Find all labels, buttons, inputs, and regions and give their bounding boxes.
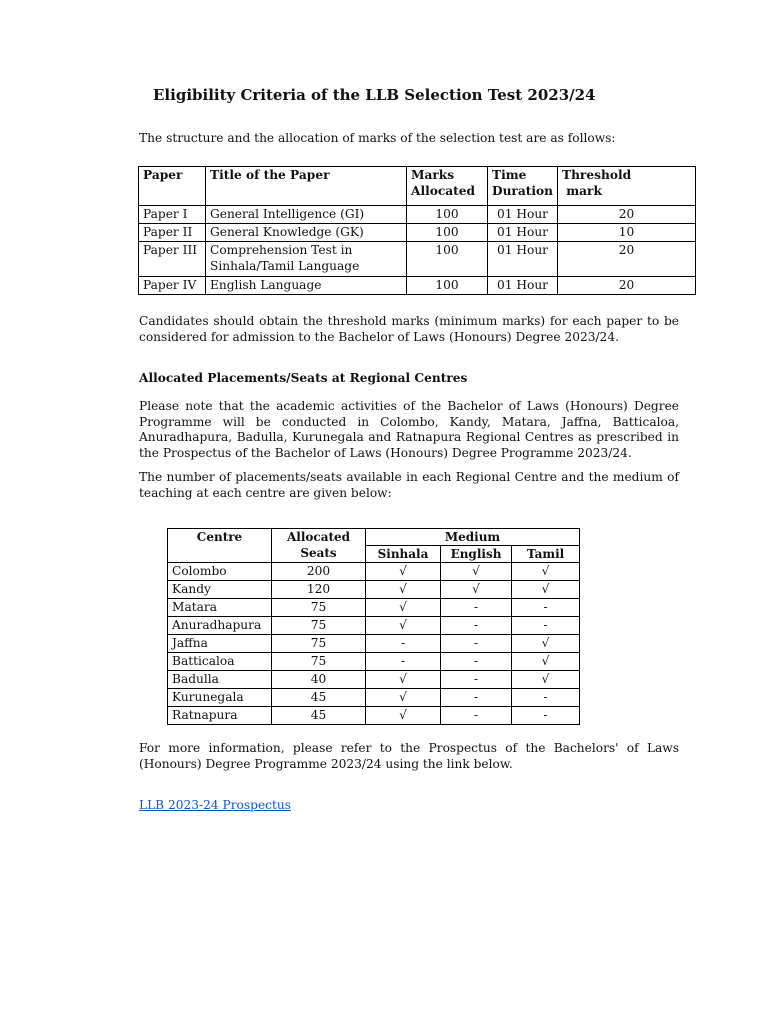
english-cell: - [441,671,512,689]
centres-header-row [168,529,580,546]
header-paper: Paper [139,167,206,206]
intro-paragraph: The structure and the allocation of marks of the selection test are as follows: [139,131,616,145]
table-row [139,242,696,277]
english-cell: - [441,653,512,671]
table-row [168,635,580,653]
header-medium: Medium [366,529,580,546]
threshold-cell: 10 [558,224,696,242]
threshold-cell: 20 [558,277,696,295]
paper-cell: Paper III [139,242,206,277]
header-title: Title of the Paper [206,167,407,206]
sinhala-cell: √ [366,599,441,617]
tamil-cell: - [512,689,580,707]
english-cell: - [441,707,512,725]
seats-cell: 200 [272,563,366,581]
placements-heading: Allocated Placements/Seats at Regional Centres [139,371,468,385]
sinhala-cell: √ [366,671,441,689]
sinhala-cell: - [366,653,441,671]
title-cell: General Intelligence (GI) [206,206,407,224]
more-info-paragraph: For more information, please refer to the Prospectus of the Bachelors' of Laws (Honours) Degree Programme 2023/24 using the link below. [139,741,679,771]
header-marks: Marks Allocated [407,167,488,206]
prospectus-link[interactable]: LLB 2023-24 Prospectus [139,798,291,812]
tamil-cell: - [512,599,580,617]
threshold-note: Candidates should obtain the threshold marks (minimum marks) for each paper to be considered for admission to the Bachelor of Laws (Honours) Degree 2023/24. [139,314,679,344]
marks-cell: 100 [407,206,488,224]
title-cell: English Language [206,277,407,295]
centre-cell: Anuradhapura [168,617,272,635]
seats-cell: 75 [272,653,366,671]
table-row [168,707,580,725]
english-cell: √ [441,581,512,599]
papers-table [138,166,696,295]
table-row [168,671,580,689]
table-row [168,689,580,707]
english-cell: - [441,617,512,635]
tamil-cell: √ [512,563,580,581]
tamil-cell: √ [512,653,580,671]
seats-paragraph: The number of placements/seats available in each Regional Centre and the medium of teaching at each centre are given below: [139,470,679,500]
header-threshold: Threshold mark [558,167,696,206]
time-cell: 01 Hour [488,224,558,242]
seats-cell: 45 [272,707,366,725]
seats-cell: 75 [272,617,366,635]
centre-cell: Ratnapura [168,707,272,725]
centre-cell: Matara [168,599,272,617]
centre-cell: Kurunegala [168,689,272,707]
tamil-cell: √ [512,635,580,653]
time-cell: 01 Hour [488,277,558,295]
time-cell: 01 Hour [488,242,558,277]
seats-cell: 120 [272,581,366,599]
tamil-cell: - [512,617,580,635]
centres-table [167,528,580,725]
papers-header-row [139,167,696,206]
table-row [168,581,580,599]
table-row [139,206,696,224]
threshold-cell: 20 [558,206,696,224]
table-row [168,599,580,617]
header-english: English [441,546,512,563]
tamil-cell: √ [512,581,580,599]
threshold-cell: 20 [558,242,696,277]
sinhala-cell: √ [366,617,441,635]
header-time: Time Duration [488,167,558,206]
table-row [168,653,580,671]
header-seats: Allocated Seats [272,529,366,563]
table-row [168,617,580,635]
table-row [168,563,580,581]
centre-cell: Batticaloa [168,653,272,671]
seats-cell: 45 [272,689,366,707]
title-cell: Comprehension Test in Sinhala/Tamil Language [206,242,407,277]
centre-cell: Kandy [168,581,272,599]
tamil-cell: - [512,707,580,725]
placements-paragraph: Please note that the academic activities of the Bachelor of Laws (Honours) Degree Programme will be conducted in Colombo, Kandy, Matara, Jaffna, Batticaloa, Anuradhapura, Badulla, Kurunegala and Ratnapura Regional Centres as prescribed in the Prospectus of the Bachelor of Laws (Honours) Degree Programme 2023/24. [139,399,679,460]
paper-cell: Paper II [139,224,206,242]
page-title: Eligibility Criteria of the LLB Selection Test 2023/24 [153,86,596,104]
marks-cell: 100 [407,242,488,277]
sinhala-cell: √ [366,689,441,707]
tamil-cell: √ [512,671,580,689]
header-centre: Centre [168,529,272,563]
header-tamil: Tamil [512,546,580,563]
english-cell: - [441,689,512,707]
marks-cell: 100 [407,277,488,295]
header-sinhala: Sinhala [366,546,441,563]
seats-cell: 40 [272,671,366,689]
english-cell: - [441,599,512,617]
time-cell: 01 Hour [488,206,558,224]
centre-cell: Colombo [168,563,272,581]
seats-cell: 75 [272,599,366,617]
sinhala-cell: - [366,635,441,653]
centre-cell: Jaffna [168,635,272,653]
english-cell: - [441,635,512,653]
table-row [139,277,696,295]
english-cell: √ [441,563,512,581]
seats-cell: 75 [272,635,366,653]
centre-cell: Badulla [168,671,272,689]
paper-cell: Paper IV [139,277,206,295]
marks-cell: 100 [407,224,488,242]
paper-cell: Paper I [139,206,206,224]
sinhala-cell: √ [366,707,441,725]
title-cell: General Knowledge (GK) [206,224,407,242]
sinhala-cell: √ [366,581,441,599]
table-row [139,224,696,242]
sinhala-cell: √ [366,563,441,581]
